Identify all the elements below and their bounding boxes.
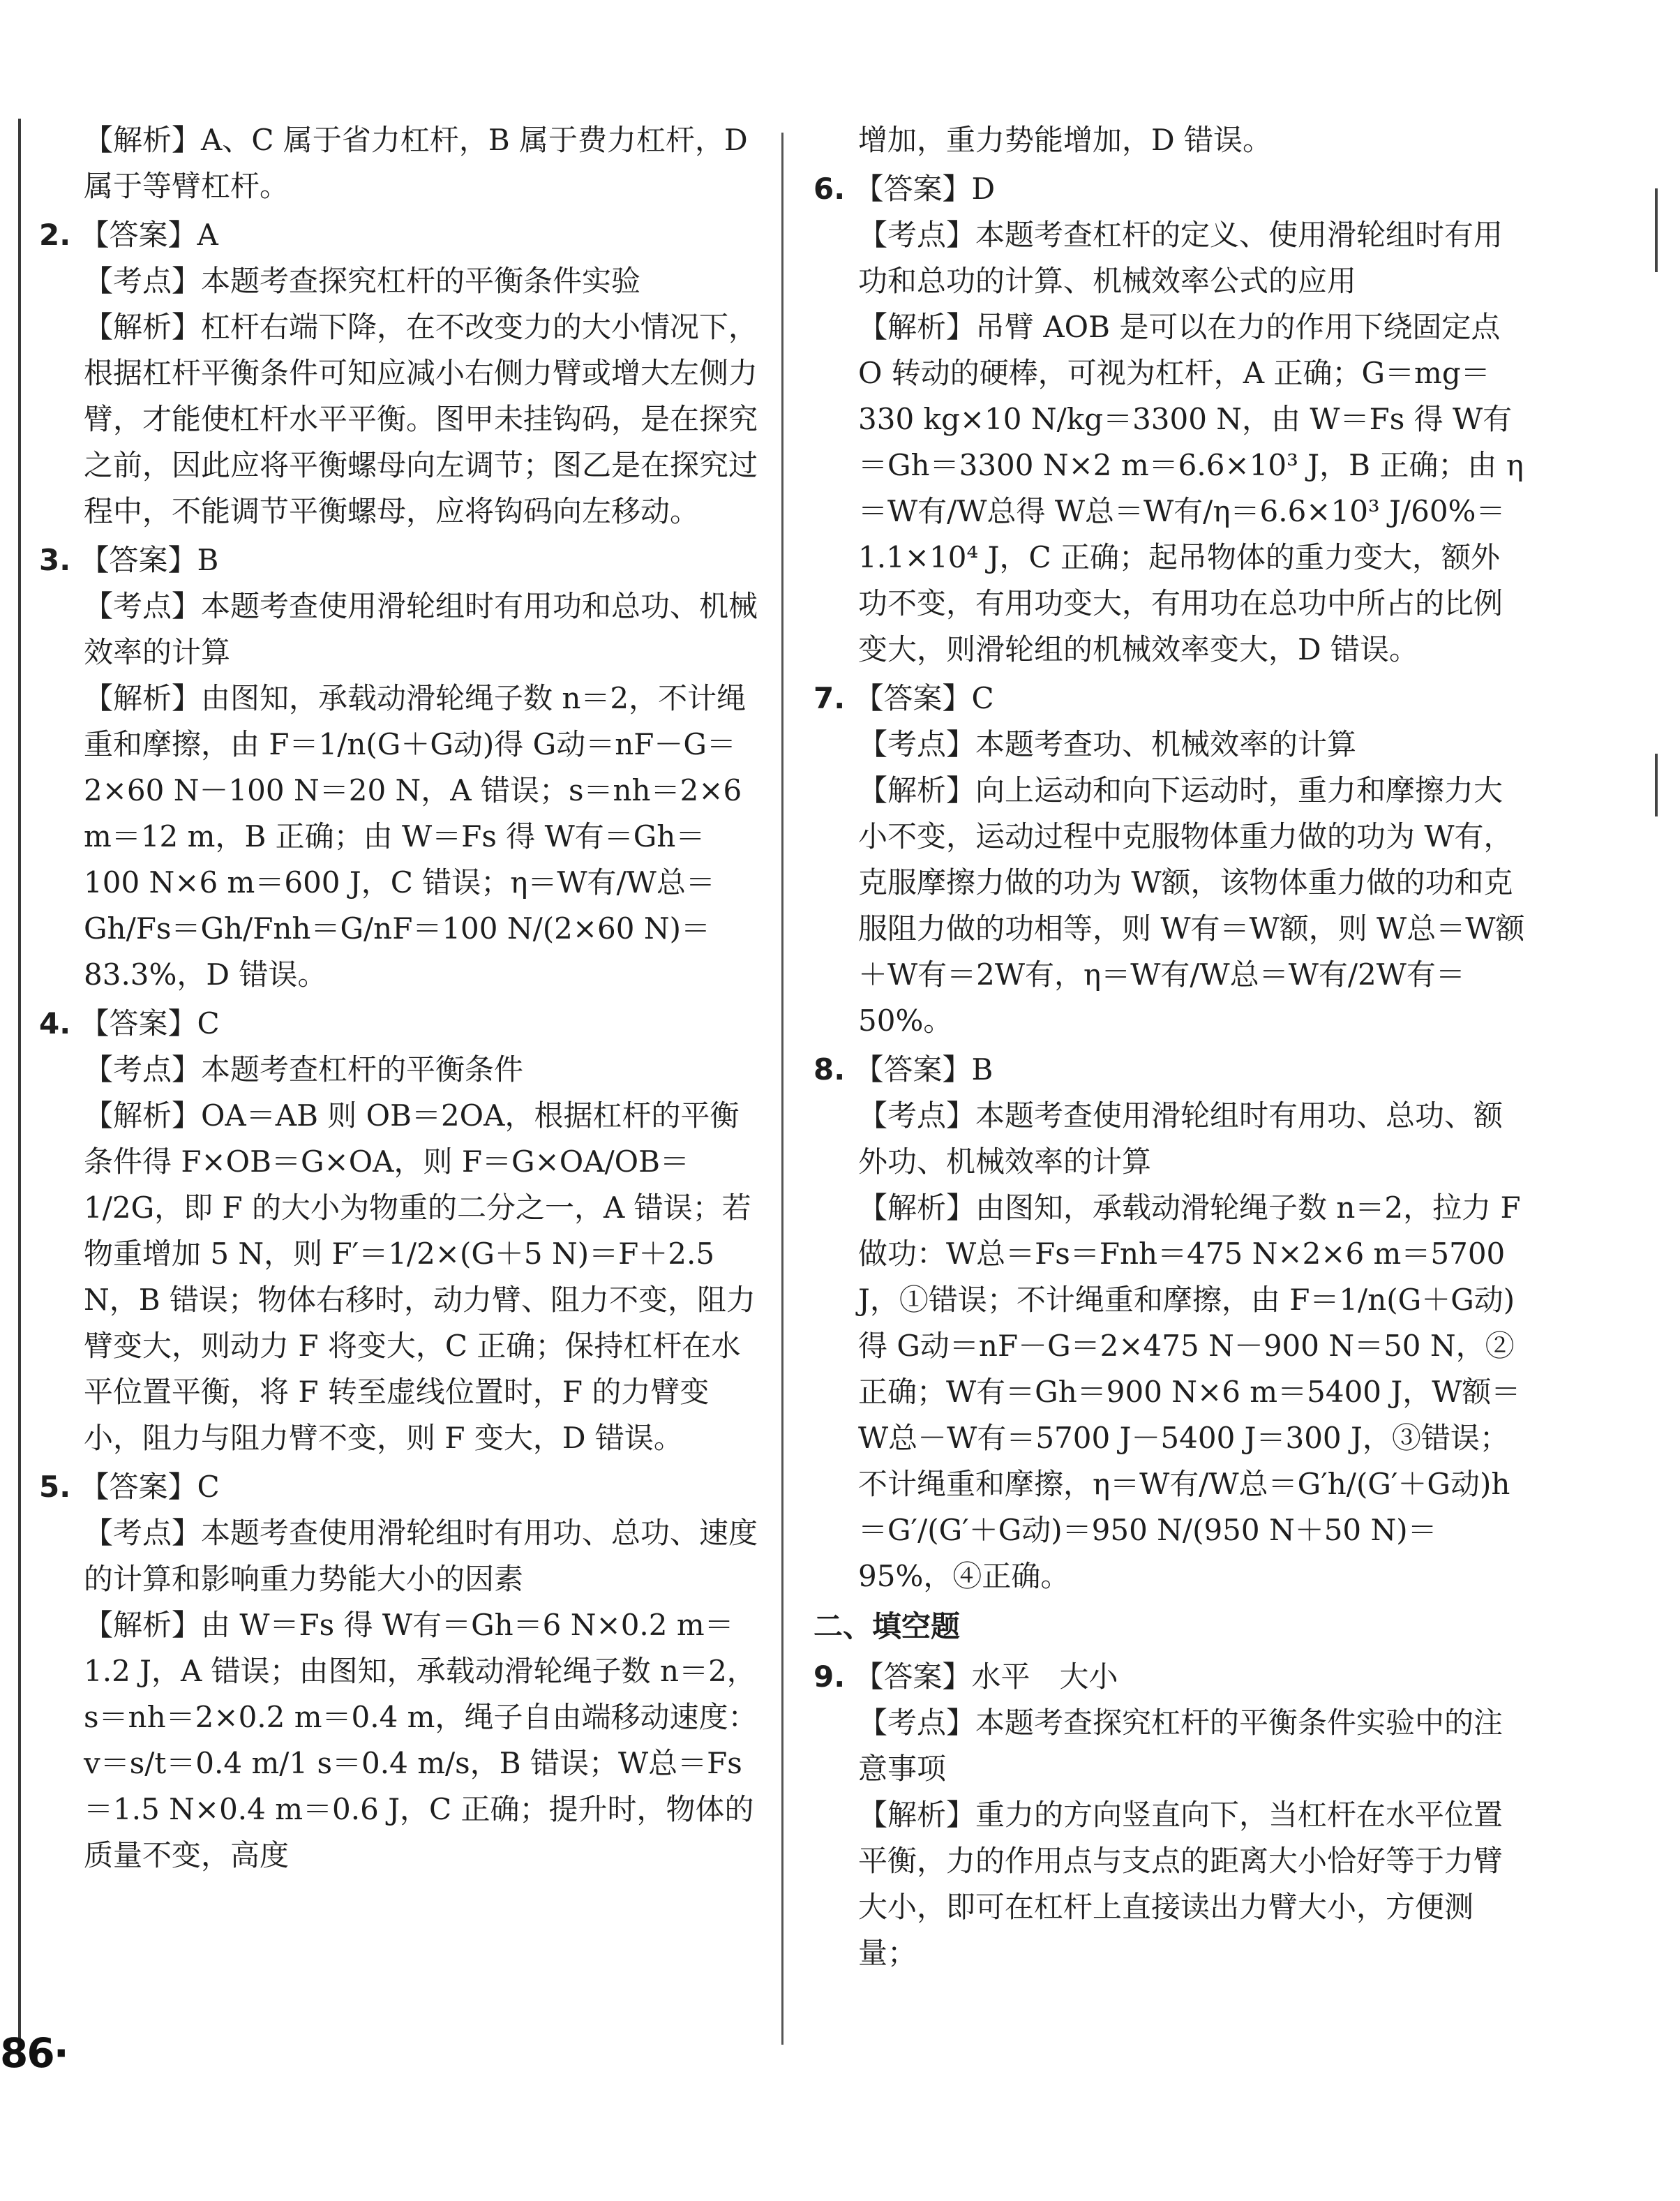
question-2-answer: 2. 【答案】A	[39, 218, 218, 252]
question-7-kaodian: 【考点】本题考查功、机械效率的计算	[858, 727, 1357, 761]
question-number: 8.	[813, 1052, 846, 1087]
question-4-kaodian: 【考点】本题考查杠杆的平衡条件	[84, 1052, 524, 1087]
question-3-jiexi: 【解析】由图知，承载动滑轮绳子数 n＝2，不计绳重和摩擦，由 F＝1/n(G＋G动)得 G动＝nF－G＝2×60 N－100 N＝20 N，A 错误；s＝nh＝2×6 m＝12 m，B 正确；由 W＝Fs 得 W有＝Gh＝100 N×6 m＝600 J，C 错误；η＝W有/W总＝Gh/Fs＝Gh/Fnh＝G/nF＝100 N/(2×60 N)＝83.3%，D 错误。	[84, 681, 747, 992]
section-title: 二、填空题	[813, 1609, 961, 1643]
question-6-kaodian: 【考点】本题考查杠杆的定义、使用滑轮组时有用功和总功的计算、机械效率公式的应用	[858, 218, 1503, 298]
edge-mark-1	[1655, 188, 1658, 272]
question-number: 9.	[813, 1659, 846, 1694]
right-continuation-text: 增加，重力势能增加，D 错误。	[858, 123, 1273, 157]
edge-mark-2	[1655, 754, 1658, 816]
question-number: 6.	[813, 172, 846, 206]
question-9-answer: 9. 【答案】水平 大小	[813, 1659, 1118, 1694]
question-9-jiexi: 【解析】重力的方向竖直向下，当杠杆在水平位置平衡，力的作用点与支点的距离大小恰好等于力臂大小，即可在杠杆上直接读出力臂大小，方便测量；	[858, 1798, 1503, 1970]
question-7-jiexi: 【解析】向上运动和向下运动时，重力和摩擦力大小不变，运动过程中克服物体重力做的功为 W有，克服摩擦力做的功为 W额，该物体重力做的功和克服阻力做的功相等，则 W有＝W额，则 W总＝W额＋W有＝2W有，η＝W有/W总＝W有/2W有＝50%。	[858, 773, 1525, 1038]
question-7-answer: 7. 【答案】C	[813, 681, 994, 715]
question-number: 7.	[813, 681, 846, 715]
left-continuation-text: 【解析】A、C 属于省力杠杆，B 属于费力杠杆，D 属于等臂杠杆。	[84, 123, 748, 203]
question-5-answer: 5. 【答案】C	[39, 1470, 220, 1504]
question-6-answer: 6. 【答案】D	[813, 172, 996, 206]
question-number: 4.	[39, 1006, 71, 1040]
question-5-kaodian: 【考点】本题考查使用滑轮组时有用功、总功、速度的计算和影响重力势能大小的因素	[84, 1516, 758, 1596]
question-4-jiexi: 【解析】OA＝AB 则 OB＝2OA，根据杠杆的平衡条件得 F×OB＝G×OA，则 F＝G×OA/OB＝1/2G，即 F 的大小为物重的二分之一，A 错误；若物重增加 5 N，则 F′＝1/2×(G＋5 N)＝F＋2.5 N，B 错误；物体右移时，动力臂、阻力不变，阻力臂变大，则动力 F 将变大，C 正确；保持杠杆在水平位置平衡，将 F 转至虚线位置时，F 的力臂变小，阻力与阻力臂不变，则 F 变大，D 错误。	[84, 1098, 756, 1455]
question-4-answer: 4. 【答案】C	[39, 1006, 220, 1040]
right-column	[813, 117, 1527, 1979]
page-number: 86·	[0, 2029, 68, 2077]
question-9-kaodian: 【考点】本题考查探究杠杆的平衡条件实验中的注意事项	[858, 1706, 1503, 1786]
question-3-answer: 3. 【答案】B	[39, 543, 219, 577]
column-divider	[781, 133, 783, 2045]
left-column	[39, 117, 758, 1881]
question-8-jiexi: 【解析】由图知，承载动滑轮绳子数 n＝2，拉力 F 做功：W总＝Fs＝Fnh＝475 N×2×6 m＝5700 J，①错误；不计绳重和摩擦，由 F＝1/n(G＋G动)得 G动＝nF－G＝2×475 N－900 N＝50 N，②正确；W有＝Gh＝900 N×6 m＝5400 J，W额＝W总－W有＝5700 J－5400 J＝300 J，③错误；不计绳重和摩擦，η＝W有/W总＝G′h/(G′＋G动)h＝G′/(G′＋G动)＝950 N/(950 N＋50 N)＝95%，④正确。	[858, 1191, 1521, 1593]
question-6-jiexi: 【解析】吊臂 AOB 是可以在力的作用下绕固定点 O 转动的硬棒，可视为杠杆，A 正确；G＝mg＝330 kg×10 N/kg＝3300 N，由 W＝Fs 得 W有＝Gh＝3300 N×2 m＝6.6×10³ J，B 正确；由 η＝W有/W总得 W总＝W有/η＝6.6×10³ J/60%＝1.1×10⁴ J，C 正确；起吊物体的重力变大，额外功不变，有用功变大，有用功在总功中所占的比例变大，则滑轮组的机械效率变大，D 错误。	[858, 310, 1524, 666]
question-2-kaodian: 【考点】本题考查探究杠杆的平衡条件实验	[84, 264, 641, 298]
question-number: 5.	[39, 1470, 71, 1504]
left-binding-rule	[18, 119, 21, 2052]
question-3-kaodian: 【考点】本题考查使用滑轮组时有用功和总功、机械效率的计算	[84, 589, 758, 669]
question-2-jiexi: 【解析】杠杆右端下降，在不改变力的大小情况下，根据杠杆平衡条件可知应减小右侧力臂或增大左侧力臂，才能使杠杆水平平衡。图甲未挂钩码，是在探究之前，因此应将平衡螺母向左调节；图乙是在探究过程中，不能调节平衡螺母，应将钩码向左移动。	[84, 310, 758, 528]
question-8-kaodian: 【考点】本题考查使用滑轮组时有用功、总功、额外功、机械效率的计算	[858, 1098, 1503, 1179]
question-8-answer: 8. 【答案】B	[813, 1052, 993, 1087]
question-5-jiexi: 【解析】由 W＝Fs 得 W有＝Gh＝6 N×0.2 m＝1.2 J，A 错误；由图知，承载动滑轮绳子数 n＝2，s＝nh＝2×0.2 m＝0.4 m，绳子自由端移动速度：v＝s/t＝0.4 m/1 s＝0.4 m/s，B 错误；W总＝Fs＝1.5 N×0.4 m＝0.6 J，C 正确；提升时，物体的质量不变，高度	[84, 1608, 758, 1872]
question-number: 2.	[39, 218, 71, 252]
question-number: 3.	[39, 543, 71, 577]
